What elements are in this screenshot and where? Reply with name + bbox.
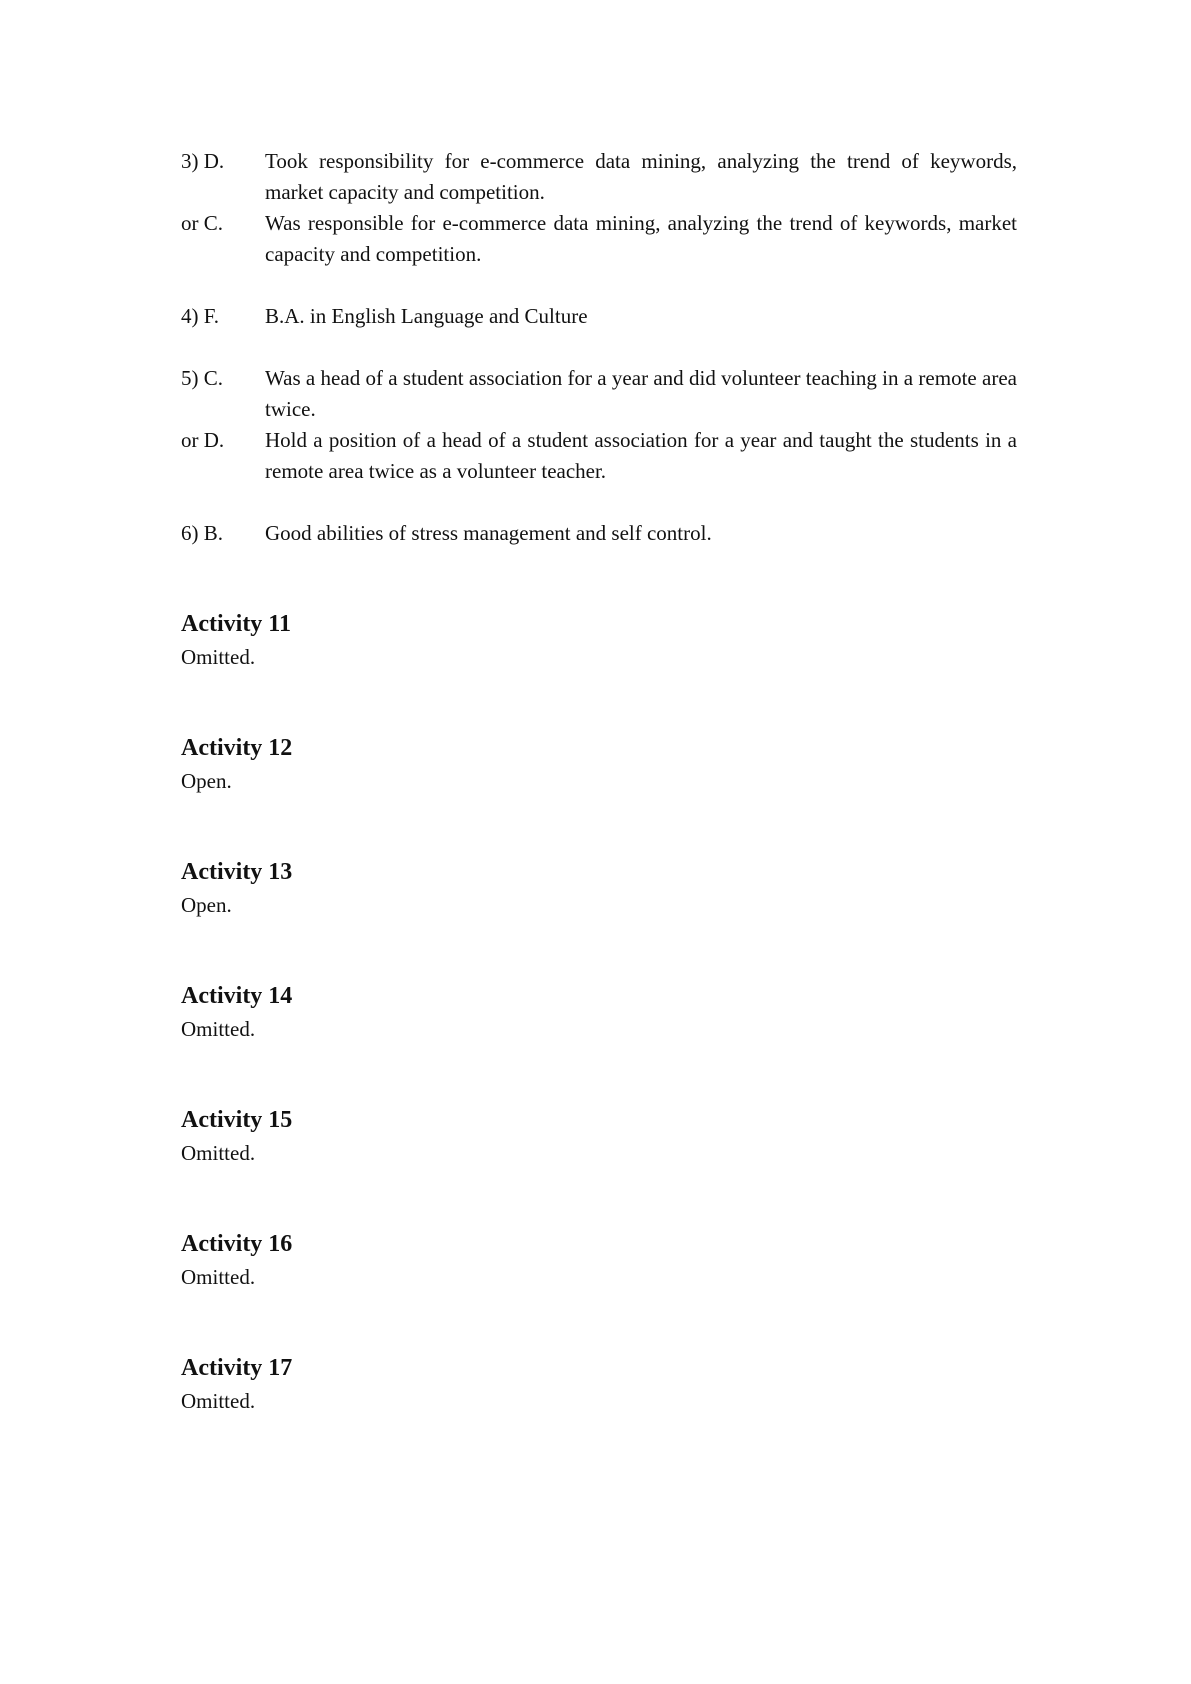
answer-label: or C. (181, 211, 223, 235)
activity-list (181, 606, 1017, 1474)
answer-entry (181, 301, 1017, 332)
answer-label: 5) C. (181, 366, 223, 390)
activity-section (181, 854, 1017, 978)
activity-note: Open. (181, 893, 232, 917)
answer-entry-alternative (181, 208, 1017, 270)
activity-section (181, 730, 1017, 854)
activity-heading: Activity 14 (181, 983, 293, 1009)
answer-label: 3) D. (181, 149, 225, 173)
activity-section (181, 978, 1017, 1102)
answer-label: 4) F. (181, 304, 219, 328)
activity-section (181, 1102, 1017, 1226)
activity-note: Omitted. (181, 1141, 256, 1165)
activity-heading: Activity 13 (181, 859, 293, 885)
answer-text: Hold a position of a head of a student association for a year and taught the students in a remote area twice as a volunteer teacher. (265, 428, 1017, 483)
activity-section (181, 1350, 1017, 1474)
answer-label: or D. (181, 428, 225, 452)
answer-text: Was a head of a student association for a year and did volunteer teaching in a remote area twice. (265, 366, 1017, 421)
activity-section (181, 1226, 1017, 1350)
answer-text: Was responsible for e-commerce data mining, analyzing the trend of keywords, market capacity and competition. (265, 211, 1017, 266)
answer-text: Good abilities of stress management and self control. (265, 521, 712, 545)
activity-section (181, 606, 1017, 730)
answer-group-4 (181, 301, 1017, 332)
activity-note: Omitted. (181, 1389, 256, 1413)
answer-group-3 (181, 146, 1017, 270)
answer-entry-alternative (181, 425, 1017, 487)
activity-heading: Activity 16 (181, 1231, 293, 1257)
activity-note: Omitted. (181, 1017, 256, 1041)
answer-text: B.A. in English Language and Culture (265, 304, 588, 328)
answer-label: 6) B. (181, 521, 223, 545)
activity-heading: Activity 15 (181, 1107, 293, 1133)
answer-entry (181, 363, 1017, 425)
activity-note: Omitted. (181, 1265, 256, 1289)
activity-heading: Activity 12 (181, 735, 293, 761)
activity-heading: Activity 17 (181, 1355, 293, 1381)
answer-group-5 (181, 363, 1017, 487)
answer-entry (181, 146, 1017, 208)
answer-key-list (181, 146, 1017, 580)
activity-note: Omitted. (181, 645, 256, 669)
answer-entry (181, 518, 1017, 549)
activity-note: Open. (181, 769, 232, 793)
answer-group-6 (181, 518, 1017, 549)
answer-text: Took responsibility for e-commerce data mining, analyzing the trend of keywords, market capacity and competition. (265, 149, 1017, 204)
activity-heading: Activity 11 (181, 611, 291, 637)
